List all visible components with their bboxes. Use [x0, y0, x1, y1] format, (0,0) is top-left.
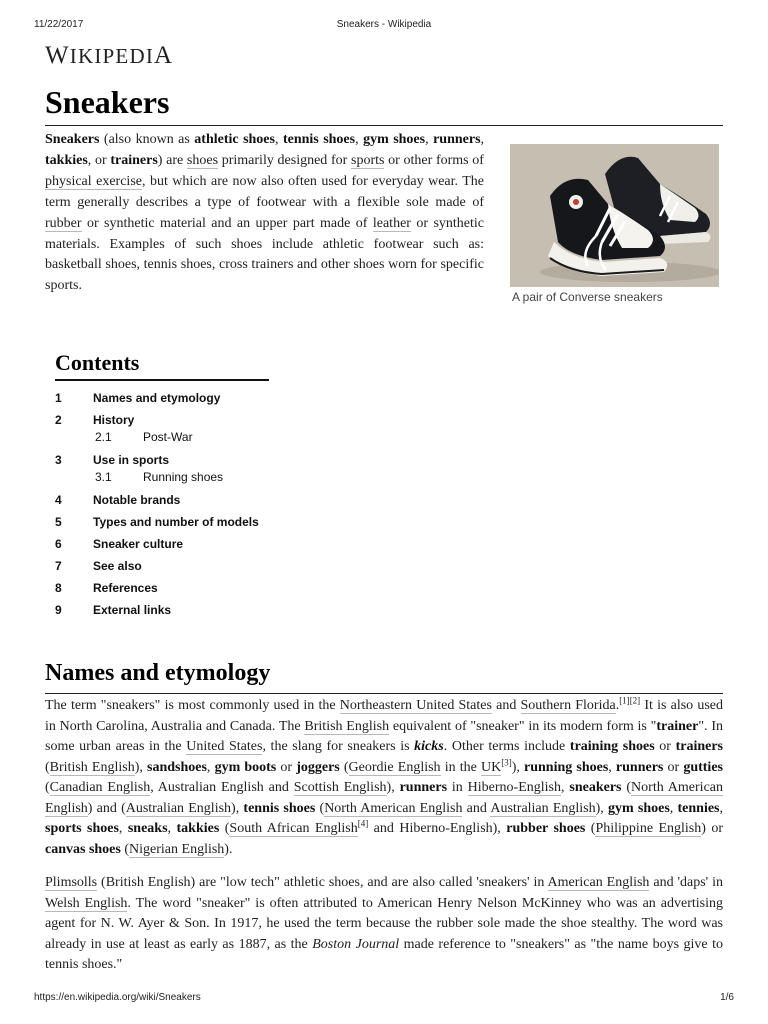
link-north-american-english[interactable]: North American English — [324, 800, 463, 816]
link-south-african-english[interactable]: South African English — [229, 821, 358, 836]
italic-title: Boston Journal — [312, 936, 400, 952]
bold-term: sneaks — [127, 821, 168, 836]
toc-title: Contents — [55, 350, 269, 381]
toc-number: 5 — [55, 515, 62, 529]
link-american-english[interactable]: American English — [547, 875, 650, 890]
print-header — [34, 19, 734, 33]
table-of-contents — [55, 350, 269, 625]
text: It is also used in North Carolina, Australia and Canada. The — [45, 698, 723, 734]
lead-bold: trainers — [110, 152, 158, 168]
text: and Hiberno-English), — [368, 821, 507, 836]
link-canadian-english[interactable]: Canadian English — [49, 780, 151, 795]
toc-item-external-links[interactable] — [55, 603, 269, 625]
wordmark-middle: IKIPEDI — [69, 44, 155, 68]
text: ), — [134, 759, 147, 775]
wordmark-last: A — [154, 42, 174, 69]
page-title: Sneakers — [45, 84, 723, 126]
bold-term: runners — [615, 759, 664, 775]
bold-term: tennies — [677, 800, 720, 816]
text: The term "sneakers" is most commonly used in the — [45, 698, 340, 713]
text: , — [561, 780, 570, 795]
text: , — [669, 800, 678, 816]
link-british-english[interactable]: British English — [304, 718, 390, 734]
text: ( — [45, 759, 50, 775]
toc-item-names-and-etymology[interactable] — [55, 391, 269, 413]
wordmark-first: W — [45, 42, 70, 69]
text: and 'daps' in — [649, 875, 724, 890]
link-scottish-english[interactable]: Scottish English — [293, 780, 387, 795]
toc-subnumber: 2.1 — [95, 430, 112, 444]
toc-number: 7 — [55, 559, 62, 573]
etymology-paragraph-2 — [45, 873, 723, 976]
lead-text: , — [355, 132, 364, 147]
text: ), — [386, 780, 400, 795]
lead-bold: Sneakers — [45, 132, 100, 147]
toc-label[interactable]: See also — [93, 559, 142, 573]
lead-bold: athletic shoes — [194, 132, 275, 147]
text: . — [615, 698, 620, 713]
print-footer — [34, 992, 734, 1006]
link-leather[interactable]: leather — [372, 215, 411, 231]
print-date: 11/22/2017 — [34, 19, 84, 30]
text: equivalent of "sneaker" in its modern form is " — [389, 718, 657, 734]
text: ( — [585, 821, 596, 836]
text: and — [462, 800, 491, 816]
lead-bold: tennis shoes — [282, 132, 356, 147]
lead-bold: runners — [433, 132, 481, 147]
wikipedia-wordmark[interactable] — [45, 42, 173, 70]
lead-bold: gym shoes — [363, 132, 426, 147]
toc-label[interactable]: Sneaker culture — [93, 537, 184, 551]
text: or — [276, 759, 297, 775]
text: (British English) are "low tech" athletic shoes, and are also called 'sneakers' in — [97, 875, 548, 890]
toc-subnumber: 3.1 — [95, 470, 112, 484]
link-sports[interactable]: sports — [351, 152, 385, 168]
text: ) and ( — [87, 800, 126, 816]
toc-item-history[interactable] — [55, 413, 269, 453]
lead-text: or other forms of — [384, 152, 484, 168]
toc-item-references[interactable] — [55, 581, 269, 603]
link-philippine-english[interactable]: Philippine English — [595, 821, 702, 836]
text: ( — [339, 759, 349, 775]
text: , — [608, 759, 616, 775]
bold-term: joggers — [296, 759, 340, 775]
text: ) or — [701, 821, 724, 836]
link-north-american-english[interactable]: North American English — [45, 780, 724, 816]
print-url[interactable]: https://en.wikipedia.org/wiki/Sneakers — [34, 992, 201, 1003]
text: ( — [120, 841, 130, 857]
toc-label[interactable]: External links — [93, 603, 172, 617]
text: ( — [219, 821, 230, 836]
toc-number: 3 — [55, 453, 62, 467]
link-hiberno-english[interactable]: Hiberno-English — [467, 780, 561, 795]
bold-term: running shoes — [524, 759, 609, 775]
citation-3[interactable]: [3] — [501, 756, 512, 767]
citation-4[interactable]: [4] — [357, 818, 369, 829]
bold-term: sneakers — [569, 780, 622, 795]
lead-text: primarily designed for — [218, 152, 351, 168]
text: and — [491, 698, 521, 713]
text: or — [663, 759, 684, 775]
bold-italic-term: kicks — [414, 739, 444, 754]
converse-sneakers-image[interactable] — [510, 144, 719, 287]
text: or — [654, 739, 676, 754]
text: , — [719, 800, 723, 816]
lead-text: ) are — [157, 152, 187, 168]
toc-number: 9 — [55, 603, 62, 617]
toc-number: 1 — [55, 391, 62, 405]
link-plimsolls[interactable]: Plimsolls — [45, 875, 98, 890]
link-southern-florida[interactable]: Southern Florida — [520, 698, 616, 713]
toc-label[interactable]: Types and number of models — [93, 515, 259, 529]
link-australian-english[interactable]: Australian English — [125, 800, 232, 816]
image-caption: A pair of Converse sneakers — [512, 290, 663, 304]
bold-term: canvas shoes — [45, 841, 121, 857]
text: , — [118, 821, 128, 836]
text: made reference to "sneakers" as "the name boys give to tennis shoes." — [45, 936, 723, 972]
toc-label[interactable]: References — [93, 581, 158, 595]
toc-number: 4 — [55, 493, 62, 507]
toc-sublabel[interactable]: Running shoes — [143, 470, 224, 484]
text: ), — [511, 759, 524, 775]
bold-term: gym boots — [214, 759, 277, 775]
toc-subitem-running-shoes[interactable] — [95, 470, 223, 484]
lead-text: , — [274, 132, 283, 147]
link-rubber[interactable]: rubber — [45, 215, 82, 231]
text: ), — [231, 800, 244, 816]
bold-term: gym shoes — [608, 800, 670, 816]
lead-text: , but which are now also often used for everyday wear. The term generally describes a type of footwear with a flexible sole made of — [45, 173, 484, 210]
toc-item-use-in-sports[interactable] — [55, 453, 269, 493]
link-northeastern-united-states[interactable]: Northeastern United States — [339, 698, 492, 713]
link-welsh-english[interactable]: Welsh English — [45, 895, 128, 911]
lead-text: , — [480, 132, 485, 147]
text: , — [167, 821, 177, 836]
toc-number: 6 — [55, 537, 62, 551]
text: in — [447, 780, 468, 795]
bold-term: sandshoes — [147, 759, 207, 775]
text: in the — [440, 759, 481, 775]
text: ). — [224, 841, 233, 857]
bold-term: tennis shoes — [243, 800, 316, 816]
toc-subitem-post-war[interactable] — [95, 430, 193, 444]
toc-number: 8 — [55, 581, 62, 595]
toc-number: 2 — [55, 413, 62, 427]
toc-label[interactable]: Names and etymology — [93, 391, 221, 405]
toc-item-types-and-number-of-models[interactable] — [55, 515, 269, 537]
toc-sublabel[interactable]: Post-War — [143, 430, 193, 444]
lead-text: or synthetic material and an upper part made of — [81, 215, 373, 231]
print-page-number: 1/6 — [720, 992, 734, 1003]
text: , Australian English and — [150, 780, 294, 795]
link-uk[interactable]: UK — [480, 759, 502, 775]
bold-term: trainers — [675, 739, 723, 754]
citation-1[interactable]: [1] — [619, 695, 630, 706]
text: , — [206, 759, 215, 775]
lead-bold: takkies — [45, 152, 88, 168]
etymology-paragraph-1 — [45, 696, 723, 860]
toc-item-see-also[interactable] — [55, 559, 269, 581]
lead-paragraph — [45, 130, 484, 297]
text: . The word "sneaker" is often attributed to American Henry Nelson McKinney who was an advertising agent for N. W. Ayer & Son. In 1917, he used the term because the rubber sole made the shoe stealthy. The word was already in use at least as early as 1887, as the — [45, 895, 723, 952]
print-page-title: Sneakers - Wikipedia — [336, 19, 432, 30]
text: ( — [315, 800, 325, 816]
bold-term: gutties — [683, 759, 723, 775]
link-australian-english[interactable]: Australian English — [490, 800, 596, 816]
bold-term: runners — [399, 780, 448, 795]
bold-term: sports shoes — [45, 821, 119, 836]
section-heading-names-and-etymology: Names and etymology — [45, 658, 723, 694]
toc-label[interactable]: History — [93, 413, 135, 427]
citation-2[interactable]: [2] — [629, 695, 641, 706]
link-united-states[interactable]: United States — [186, 739, 263, 754]
link-nigerian-english[interactable]: Nigerian English — [129, 841, 225, 857]
sneakers-illustration — [510, 144, 719, 287]
lead-text: , — [425, 132, 434, 147]
toc-label[interactable]: Use in sports — [93, 453, 170, 467]
text: ". In some urban areas in the — [45, 718, 723, 754]
link-geordie-english[interactable]: Geordie English — [348, 759, 441, 775]
lead-text: , or — [87, 152, 111, 168]
toc-item-notable-brands[interactable] — [55, 493, 269, 515]
bold-term: trainer — [656, 718, 699, 734]
lead-text: or synthetic materials. Examples of such shoes include athletic footwear such as: basketball shoes, tennis shoes, cross trainers and other shoes worn for specific sports. — [45, 215, 484, 294]
text: ), — [595, 800, 609, 816]
bold-term: takkies — [176, 821, 220, 836]
link-british-english[interactable]: British English — [49, 759, 135, 775]
bold-term: training shoes — [569, 739, 655, 754]
text: ( — [45, 780, 50, 795]
bold-term: rubber shoes — [506, 821, 586, 836]
text: , the slang for sneakers is — [262, 739, 415, 754]
text: ( — [621, 780, 632, 795]
toc-item-sneaker-culture[interactable] — [55, 537, 269, 559]
link-physical-exercise[interactable]: physical exercise — [45, 173, 142, 189]
link-shoes[interactable]: shoes — [186, 152, 219, 168]
lead-text: (also known as — [99, 132, 195, 147]
toc-label[interactable]: Notable brands — [93, 493, 181, 507]
text: . Other terms include — [443, 739, 570, 754]
